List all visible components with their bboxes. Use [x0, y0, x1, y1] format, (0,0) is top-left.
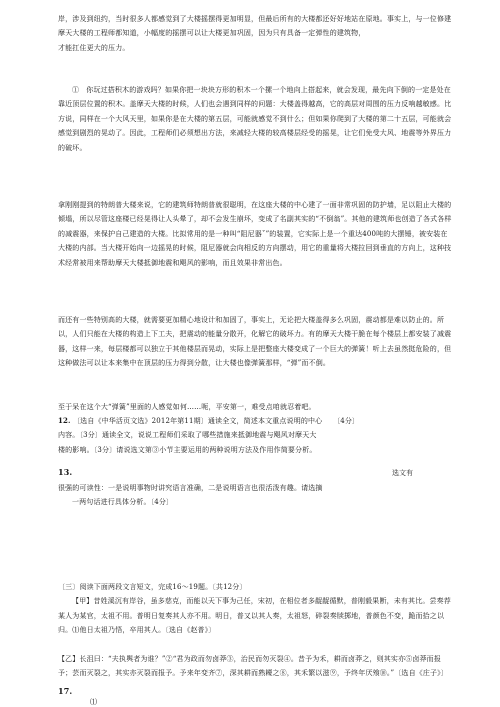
paragraph-line: 岸，涉及到纽约，当时很多人都感觉到了大楼摇摆得更加明显，但最后所有的大楼都还好好地站在原地。事实上，与一位修建摩天大楼的工程师都知道，小幅度的摇摆可以让大楼更加巩固，因为只有具备一定弹性的建筑物， [58, 15, 452, 38]
paragraph-line: 才能扛住更大的压力。 [58, 43, 130, 52]
question-13-right-note: 选文有 [392, 469, 413, 477]
passage-yi [58, 652, 452, 681]
passage-yi-text: 【乙】长沮曰：“夫执舆者为谁？”②“君为政而勿卤莽③，治民而勿灭裂④。昔予为禾，耕而卤莽之，则其实亦⑤卤莽而报予；芸而灭裂之，其实亦灭裂而报予。予来年变齐⑦，深其耕而熟耰之⑧，其禾繁以滋⑨，予终年厌飧⑩。”〔选自《庄子》〕 [58, 655, 448, 678]
paragraph-text: 而还有一些特别高的大楼，就需要更加精心地设计和加固了，事实上，无论把大楼盖得多么巩固，震动都是难以防止的。所以，人们只能在大楼的构造上下工夫，把震动的能量分散开，化解它的破坏力。有的摩天大楼干脆在每个楼层上都安装了减震器，这样一来，每层楼都可以独立于其他楼层而晃动，实际上是把整座大楼变成了一个巨大的弹簧！听上去虽然挺危险的，但这种做法可以让本来集中在顶层的压力得到分散，让大楼也像弹簧那样，“弹”而不倒。 [58, 316, 452, 368]
paragraph-text: 至于呆在这个大“弹簧”里面的人感觉如何……呃，平安第一，难受点咱就忍着吧。 [58, 403, 316, 411]
question-17-sub: ⑴ [90, 698, 97, 706]
question-number: 12. [58, 416, 71, 425]
notes-block [58, 686, 452, 696]
paragraph-2 [58, 198, 452, 270]
paragraph-4 [58, 400, 452, 414]
paragraph-text: 拿刚刚提到的特朗普大楼来说，它的建筑师特朗普就很聪明，在这座大楼的中心建了一面非常巩固的防护墙，足以阻止大楼的倾塌，所以尽管这座楼已经晃得让人头晕了，却不会发生崩坏，变成了名副其实的“不倒翁”。其他的建筑师也创造了各式各样的减震器，来保护自己建造的大楼。比拟常用的是一种叫“阻尼器ˇ”的装置，它实际上是一个重达400吨的大摆锤，被安装在大楼的内部。当大楼开始向一边摇晃的时候，阻尼器就会向相反的方向摆动，用它的重量将大楼拉回到垂直的方向上，这种技术经常被用来帮助摩天大楼抵御地震和飓风的影响，而且效果非常出色。 [58, 201, 452, 267]
question-12 [58, 414, 452, 457]
paragraph-intro [58, 12, 452, 55]
question-text-line1: 很强的可读性：一是说明事物时讲究语言准确，二是说明语言也很活泼有趣。请选摘 [58, 484, 323, 492]
question-text-line3: 楼的影响。〔3分〕请说选文第③小节主要运用的两种说明方法及作用作简要分析。 [58, 445, 317, 454]
section-3 [58, 580, 452, 638]
question-17-number: 17. [58, 686, 73, 696]
paragraph-1 [58, 83, 452, 155]
paragraph-3 [58, 313, 452, 371]
question-text-line2: 内容。〔3分〕通读全文，说说工程师们采取了哪些措施来抵御地震与飓风对摩天大 [58, 431, 317, 440]
paragraph-text: ① 你玩过搭积木的游戏吗？如果你把一块块方形的积木一个摞一个地向上搭起来，就会发现，最先向下倒的一定是处在靠近顶层位置的积木。盖摩天大楼的时候，人们也会遇到同样的问题：大楼盖得越高，它的高层对周围的压力反响越敏感。比方说，同样在一个大风天里，如果你是在大楼的第五层，可能就感觉不到什么；但如果你爬到了大楼的第二十五层，可能就会感觉到剧烈的晃动了。因此，工程师们必须想出方法，来减轻大楼的较高楼层经受的摇晃，让它们免受大风、地震等外界压力的破坏。 [58, 86, 452, 152]
section-header: 〔三〕阅读下面两段文言短文，完成16～19题。〔共12分〕 [58, 583, 247, 591]
question-text: 〔选自《中华活页文选》2012年第11期〕通读全文，简述本文重点说明的中心 〔4分〕 [73, 417, 360, 425]
question-13-body [58, 481, 452, 510]
question-number: 13. [58, 467, 73, 477]
passage-jia: 【甲】昔姓溪沉有岸谷，虽多慈克，而能以天下事为己任，宋初，在相位者多龊龊循默，普刚毅果断，未有其比。尝奏荐某人为某官，太祖不用。普明日复奏其人亦不用。明日，普又以其人奏，太祖怒，碎裂奏牍掷地，普颜色不变，跪而拾之以归。⑴他日太祖乃悟，卒用其人。〔选自《赵普》〕 [58, 597, 451, 635]
question-text-line2: 一两句话进行具体分析。〔4分〕 [72, 498, 174, 507]
